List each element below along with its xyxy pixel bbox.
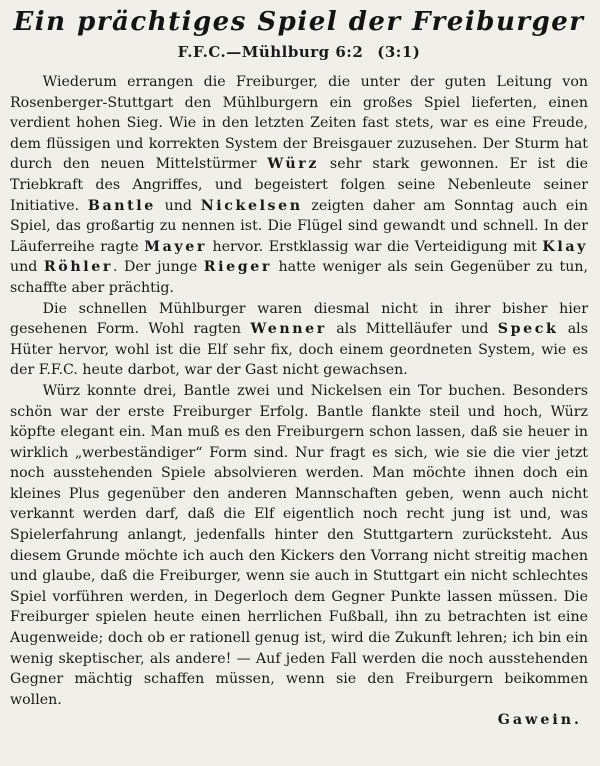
text-run: hervor. Erstklassig war die Verteidigung mit xyxy=(206,238,543,255)
headline: Ein prächtiges Spiel der Freiburger xyxy=(13,7,585,37)
author-signature: Gawein. xyxy=(497,712,582,729)
article-body xyxy=(10,72,588,710)
text-run: zeigten daher am Sonntag auch ein Spiel, das großartig zu nennen ist. Die Flügel sind gewandt und schnell. In der Läuferreihe ragte xyxy=(10,197,588,255)
player-name: Röhler xyxy=(43,259,113,276)
player-name: Speck xyxy=(497,321,559,338)
player-name: Rieger xyxy=(203,259,272,276)
text-run: Würz konnte drei, Bantle zwei und Nickelsen ein Tor buchen. Besonders schön war der erste Freiburger Erfolg. Bantle flankte steil und hoch, Würz köpfte elegant ein. Man muß es den Freiburgern schon lassen, daß sie heuer in wirklich „werbeständiger“ Form sind. Nur fragt es sich, wie sie die vier jetzt noch ausstehenden Spiele absolvieren werden. Man möchte ihnen doch ein kleines Plus gegenüber den anderen Mannschaften geben, wenn auch nicht verkannt werden darf, daß die Elf eigentlich noch recht jung ist und, was Spielerfahrung anlangt, jedenfalls hinter den Stuttgartern zurücksteht. Aus diesem Grunde möchte ich auch den Kickers den Vorrang nicht streitig machen und glaube, daß die Freiburger, wenn sie auch in Stuttgart ein nicht schlechtes Spiel vorführen werden, in Degerloch dem Gegner Punkte lassen müssen. Die Freiburger spielen heute einen herrlichen Fußball, ihn zu betrachten ist eine Augenweide; doch ob er rationell genug ist, wird die Zukunft lehren; ich bin ein wenig skeptischer, als andere! — Auf jeden Fall werden die noch ausstehenden Gegner mächtig schaffen müssen, wenn sie den Freiburgern beikommen wollen. xyxy=(10,382,588,708)
text-run: als Mittelläufer und xyxy=(326,321,498,338)
text-run: hatte weniger als sein Gegenüber zu tun, schaffte aber prächtig. xyxy=(10,259,588,296)
player-name: Wenner xyxy=(250,321,327,338)
text-run: Die schnellen Mühlburger waren diesmal nicht in ihrer bisher hier gesehenen Form. Wohl ragten xyxy=(10,300,588,338)
halftime-score: (3:1) xyxy=(377,43,421,61)
player-name: Mayer xyxy=(144,238,207,255)
text-run: . Der junge xyxy=(112,259,204,276)
article-paragraph-3 xyxy=(10,381,588,711)
article-paragraph-2 xyxy=(10,299,588,381)
text-run: als Hüter hervor, wohl ist die Elf sehr fix, doch einem geordneten System, wie es der F.F.C. heute darbot, war der Gast nicht gewachsen. xyxy=(10,321,588,379)
player-name: Nickelsen xyxy=(200,197,303,214)
player-name: Klay xyxy=(542,238,588,255)
text-run: und xyxy=(155,197,201,214)
text-run: sehr stark gewonnen. Er ist die Triebkraft des Angriffes, und begeistert folgen seine Nebenleute seiner Initiative. xyxy=(10,156,588,214)
text-run: und xyxy=(10,259,44,276)
match-score-line xyxy=(10,42,588,62)
player-name: Bantle xyxy=(87,197,156,214)
text-run: Wiederum errangen die Freiburger, die unter der guten Leitung von Rosenberger-Stuttgart den Mühlburgern ein großes Spiel lieferten, einen verdient hohen Sieg. Wie in den letzten Zeiten fast stets, war es eine Freude, dem flüssigen und korrekten System der Breisgauer zuzusehen. Der Sturm hat durch den neuen Mittelstürmer xyxy=(10,74,588,173)
player-name: Würz xyxy=(267,156,320,173)
article-paragraph-1 xyxy=(10,72,588,299)
match-result: F.F.C.—Mühlburg 6:2 xyxy=(177,43,364,61)
